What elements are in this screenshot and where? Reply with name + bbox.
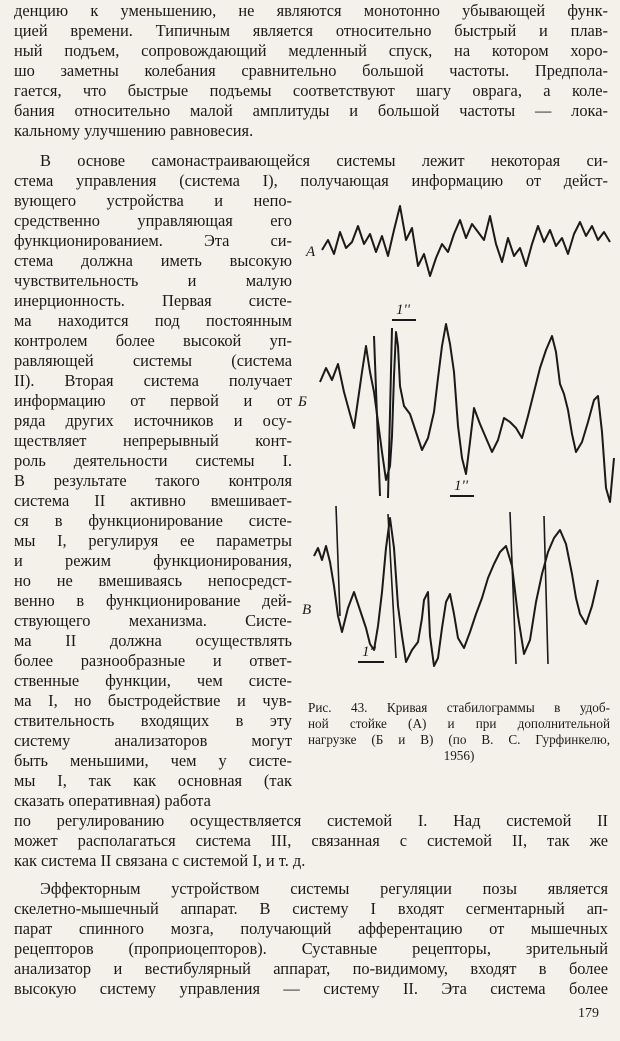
- trace-a: [322, 206, 610, 276]
- text-line: шо заметны колебания сравнительно большой частоты. Предпола-: [14, 61, 608, 80]
- trace-b: [320, 324, 614, 502]
- text-line: система II активно вмешивает-: [14, 491, 292, 510]
- text-line: В основе самонастраивающейся системы лежит некоторая си-: [40, 151, 608, 170]
- text-line: ма I, но быстродействие и чув-: [14, 691, 292, 710]
- text-line: мы I, регулируя ее параметры: [14, 531, 292, 550]
- text-line: ствительность входящих в эту: [14, 711, 292, 730]
- text-line: но не вмешиваясь непосредст-: [14, 571, 292, 590]
- text-line: как система II связана с системой I, и т. д.: [14, 851, 306, 870]
- text-line: средственно управляющая его: [14, 211, 292, 230]
- stabilogram-figure: [296, 196, 620, 686]
- text-line: ственные функции, чем систе-: [14, 671, 292, 690]
- text-line: контролем более высокой уп-: [14, 331, 292, 350]
- text-line: анализатор и вестибулярный аппарат, по-видимому, входят в более: [14, 959, 608, 978]
- text-line: может располагаться система III, связанная с системой II, так же: [14, 831, 608, 850]
- scale-label-c: 1'': [362, 644, 376, 660]
- scale-label-b: 1'': [454, 478, 468, 494]
- figure-caption-line: Рис. 43. Кривая стабилограммы в удоб-: [308, 700, 610, 715]
- text-line: денцию к уменьшению, не являются монотонно убывающей функ-: [14, 1, 608, 20]
- text-line: информацию от первой и от: [14, 391, 292, 410]
- trace-label-c: В: [302, 602, 312, 618]
- text-line: В результате такого контроля: [14, 471, 292, 490]
- text-line: II). Вторая система получает: [14, 371, 292, 390]
- text-line: стема управления (система I), получающая информацию от дейст-: [14, 171, 608, 190]
- text-line: стема должна иметь высокую: [14, 251, 292, 270]
- text-line: сказать оперативная) работа: [14, 791, 211, 810]
- text-line: функционированием. Эта си-: [14, 231, 292, 250]
- text-line: систему анализаторов могут: [14, 731, 292, 750]
- text-line: роль деятельности системы I.: [14, 451, 292, 470]
- text-line: Эффекторным устройством системы регуляции позы является: [40, 879, 608, 898]
- text-line: быть меньшими, чем у систе-: [14, 751, 292, 770]
- text-line: чувствительность и малую: [14, 271, 292, 290]
- trace-label-a: А: [306, 244, 316, 260]
- text-line: ный подъем, сопровождающий медленный спуск, на котором хоро-: [14, 41, 608, 60]
- trace-c: [314, 518, 598, 666]
- text-line: инерционность. Первая систе-: [14, 291, 292, 310]
- text-line: равляющей системы (система: [14, 351, 292, 370]
- text-line: ствующего механизма. Систе-: [14, 611, 292, 630]
- text-line: цией времени. Типичным является относительно быстрый и плав-: [14, 21, 608, 40]
- text-line: парат спинного мозга, получающий афферентацию от мышечных: [14, 919, 608, 938]
- text-line: скелетно-мышечный аппарат. В систему I входят сегментарный ап-: [14, 899, 608, 918]
- text-line: бания относительно малой амплитуды и большой частоты — лока-: [14, 101, 608, 120]
- trace-label-b: Б: [298, 394, 307, 410]
- text-line: ряда других источников и осу-: [14, 411, 292, 430]
- text-line: высокую систему управления — систему II. Эта система более: [14, 979, 608, 998]
- text-line: ма II должна осуществлять: [14, 631, 292, 650]
- text-line: ма находится под постоянным: [14, 311, 292, 330]
- text-line: мы I, так как основная (так: [14, 771, 292, 790]
- text-line: и режим функционирования,: [14, 551, 292, 570]
- text-line: кальному улучшению равновесия.: [14, 121, 254, 140]
- figure-caption-line: нагрузке (Б и В) (по В. С. Гурфинкелю,: [308, 732, 610, 747]
- text-line: ществляет непрерывный конт-: [14, 431, 292, 450]
- text-line: рецепторов (проприоцепторов). Суставные рецепторы, зрительный: [14, 939, 608, 958]
- text-line: гается, что быстрые подъемы соответствуют шагу оврага, а коле-: [14, 81, 608, 100]
- figure-caption-line: ной стойке (А) и при дополнительной: [308, 716, 610, 731]
- text-line: венно в функционирование дей-: [14, 591, 292, 610]
- text-line: по регулированию осуществляется системой I. Над системой II: [14, 811, 608, 830]
- text-line: вующего устройства и непо-: [14, 191, 292, 210]
- text-line: ся в функционирование систе-: [14, 511, 292, 530]
- page-number: 179: [578, 1006, 599, 1021]
- figure-caption-line: 1956): [443, 748, 475, 763]
- text-line: более разнообразные и ответ-: [14, 651, 292, 670]
- scale-label-a: 1'': [396, 302, 410, 318]
